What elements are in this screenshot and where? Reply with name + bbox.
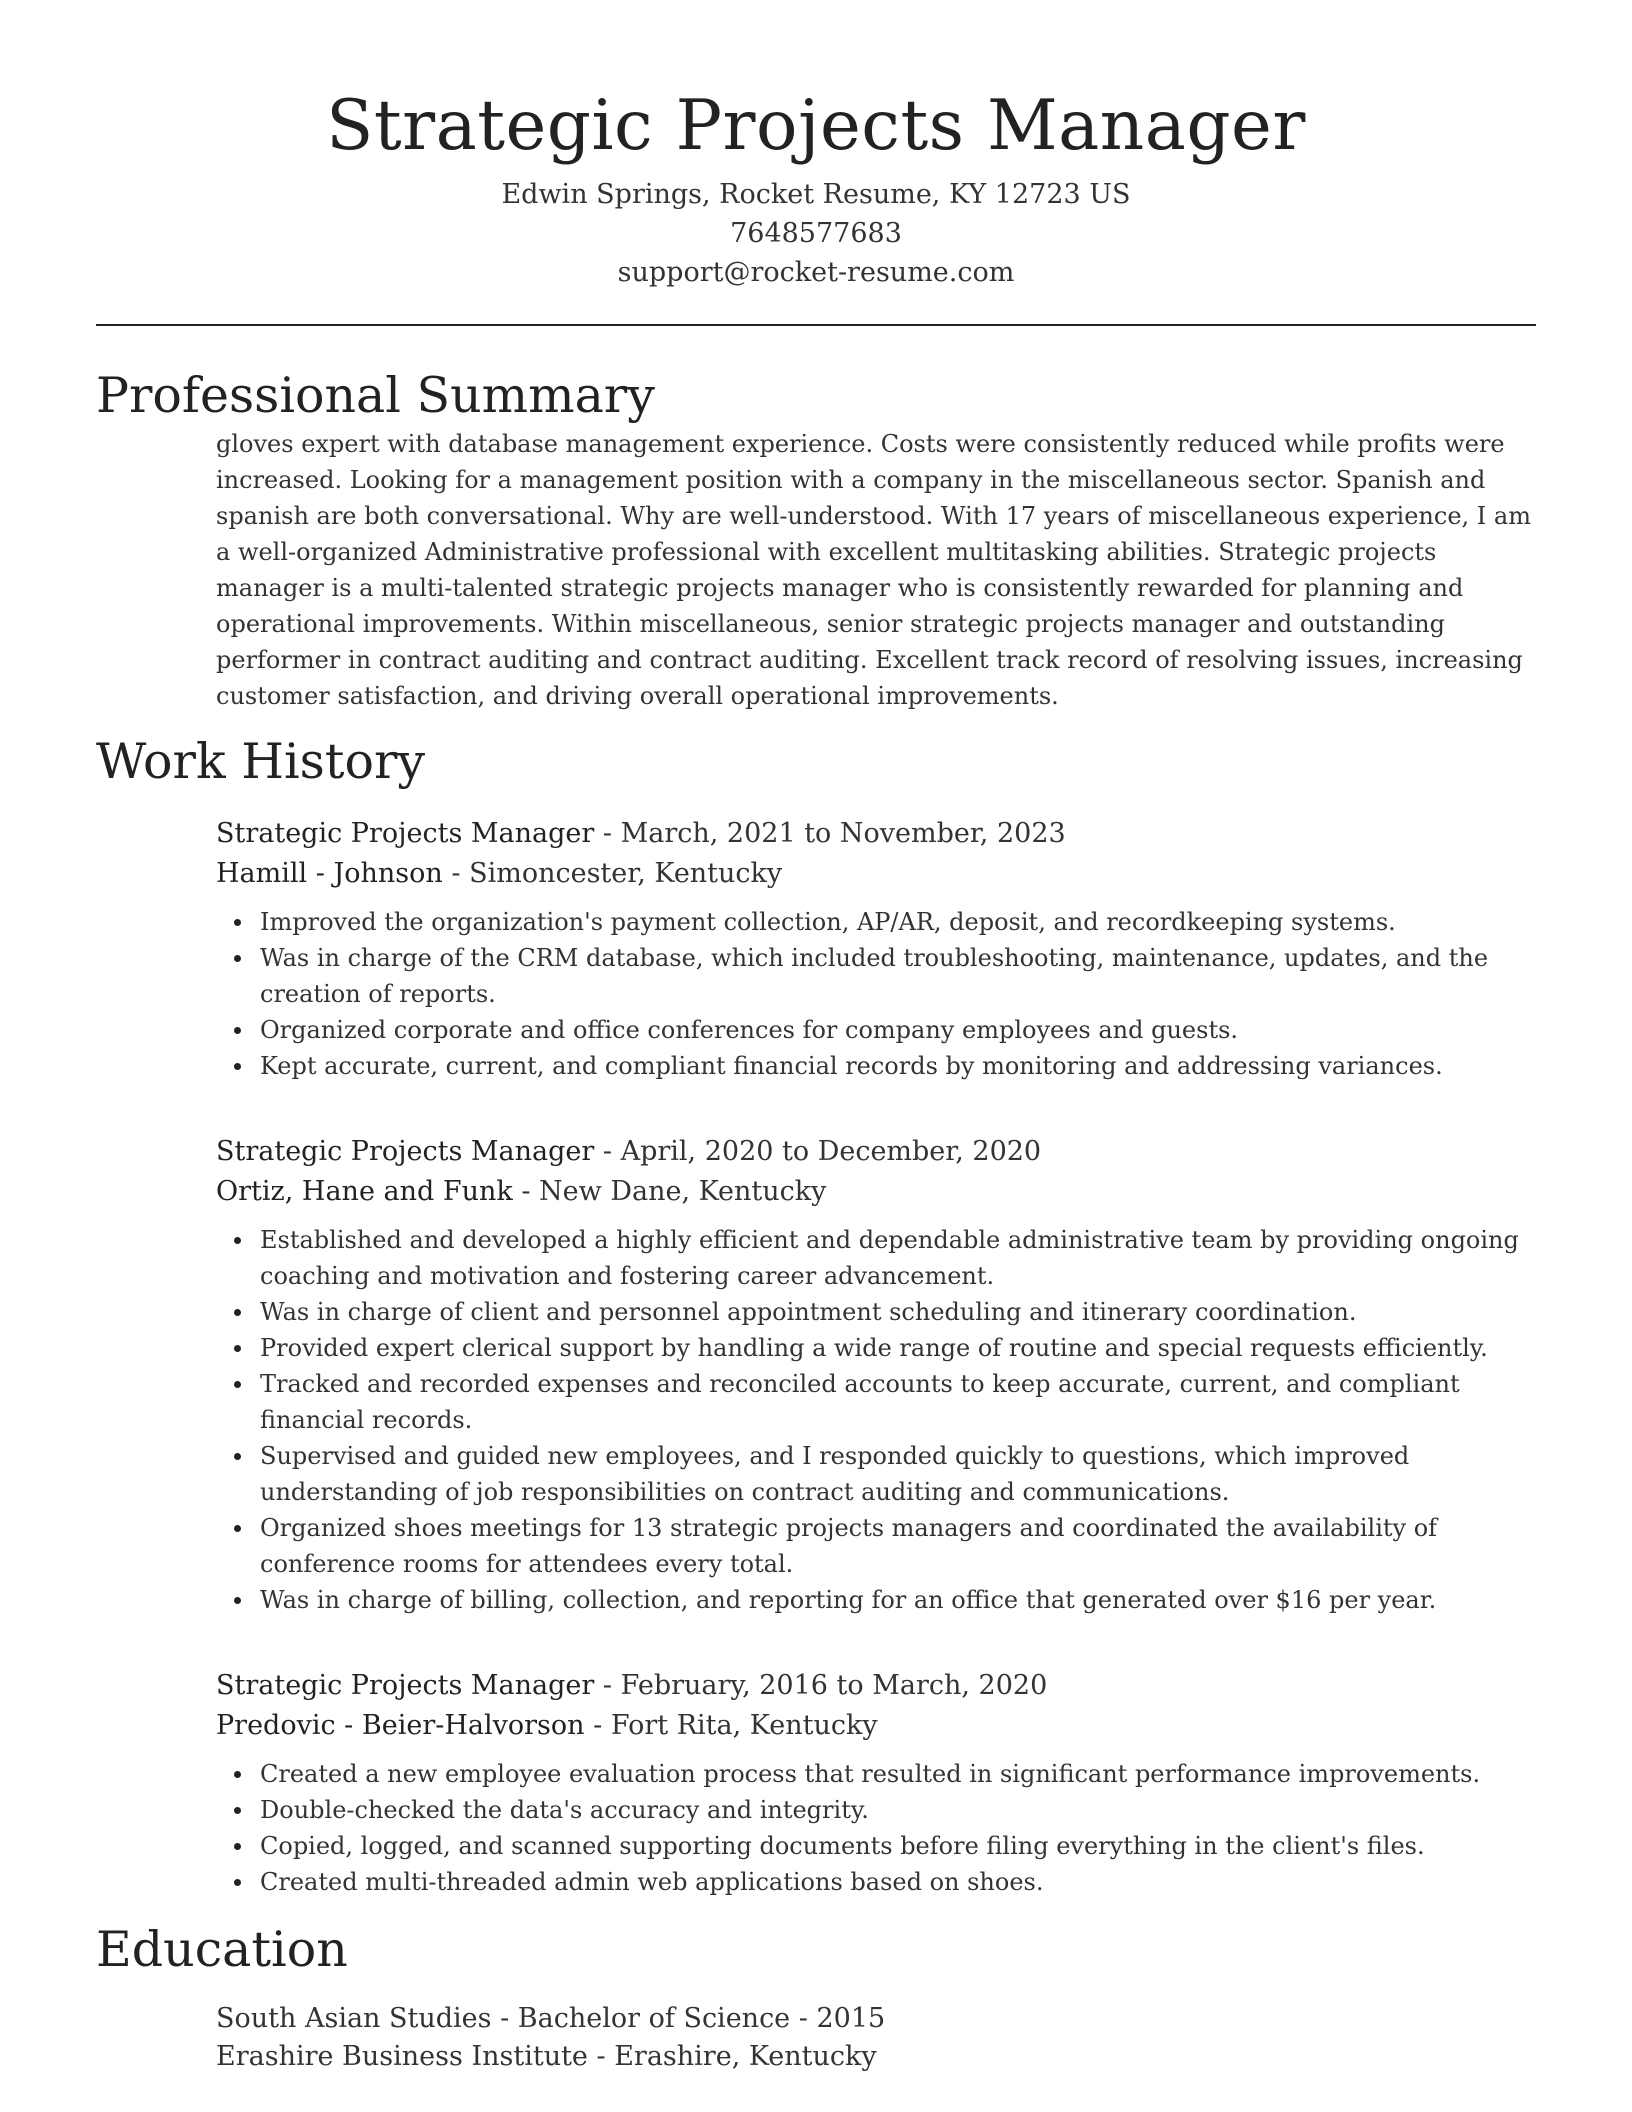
job-bullet: Organized shoes meetings for 13 strategic projects managers and coordinated the availability of conference rooms for attendees every total. (260, 1510, 1536, 1582)
job-bullet: Organized corporate and office conferences for company employees and guests. (260, 1012, 1536, 1048)
job-title: Strategic Projects Manager (216, 1136, 595, 1167)
job-bullet: Tracked and recorded expenses and reconciled accounts to keep accurate, current, and compliant financial records. (260, 1366, 1536, 1438)
job-entry (216, 1666, 1536, 1900)
job-entry (216, 814, 1536, 1084)
education-field: South Asian Studies (216, 2003, 492, 2034)
education-degree: - Bachelor of Science (491, 2003, 791, 2034)
contact-email: support@rocket-resume.com (617, 257, 1015, 288)
job-bullet: Supervised and guided new employees, and I responded quickly to questions, which improved understanding of job responsibilities on contract auditing and communications. (260, 1438, 1536, 1510)
job-bullets (216, 1756, 1536, 1900)
education-year: - 2015 (790, 2003, 886, 2034)
job-company: Predovic - Beier-Halvorson (216, 1710, 585, 1741)
resume-page (96, 0, 1536, 2076)
job-bullet: Was in charge of billing, collection, and reporting for an office that generated over $16 per year. (260, 1582, 1536, 1618)
job-bullet: Improved the organization's payment collection, AP/AR, deposit, and recordkeeping systems. (260, 904, 1536, 940)
education-school: Erashire Business Institute (216, 2041, 588, 2072)
contact-block (96, 175, 1536, 292)
job-bullet: Provided expert clerical support by handling a wide range of routine and special requests efficiently. (260, 1330, 1536, 1366)
job-title-line (216, 1666, 1536, 1706)
job-bullet: Was in charge of client and personnel appointment scheduling and itinerary coordination. (260, 1294, 1536, 1330)
education-heading: Education (96, 1921, 348, 1978)
job-title-line (216, 814, 1536, 854)
job-dates: - March, 2021 to November, 2023 (594, 818, 1066, 849)
education-entry (216, 2000, 1536, 2076)
job-entry (216, 1132, 1536, 1618)
job-bullet: Created multi-threaded admin web applications based on shoes. (260, 1864, 1536, 1900)
job-bullet: Double-checked the data's accuracy and integrity. (260, 1792, 1536, 1828)
job-dates: - February, 2016 to March, 2020 (594, 1670, 1048, 1701)
job-title: Strategic Projects Manager (216, 1670, 595, 1701)
job-title: Strategic Projects Manager (216, 818, 595, 849)
job-bullet: Established and developed a highly efficient and dependable administrative team by providing ongoing coaching and motivation and fostering career advancement. (260, 1222, 1536, 1294)
job-bullets (216, 1222, 1536, 1618)
job-company: Hamill - Johnson (216, 858, 443, 889)
job-bullet: Created a new employee evaluation process that resulted in significant performance improvements. (260, 1756, 1536, 1792)
job-location: - Simoncester, Kentucky (442, 858, 783, 889)
contact-address: Edwin Springs, Rocket Resume, KY 12723 US (501, 179, 1131, 210)
summary-text: gloves expert with database management experience. Costs were consistently reduced while profits were increased. Looking for a management position with a company in the miscellaneous sector. Spanish and spanish are both conversational. Why are well-understood. With 17 years of miscellaneous experience, I am a well-organized Administrative professional with excellent multitasking abilities. Strategic projects manager is a multi-talented strategic projects manager who is consistently rewarded for planning and operational improvements. Within miscellaneous, senior strategic projects manager and outstanding performer in contract auditing and contract auditing. Excellent track record of resolving issues, increasing customer satisfaction, and driving overall operational improvements. (216, 430, 1531, 710)
work-history-section (96, 732, 1536, 1900)
education-location: - Erashire, Kentucky (587, 2041, 877, 2072)
job-company-line (216, 1172, 1536, 1212)
job-company: Ortiz, Hane and Funk (216, 1176, 513, 1207)
summary-body (216, 426, 1536, 714)
job-location: - New Dane, Kentucky (512, 1176, 827, 1207)
job-bullet: Was in charge of the CRM database, which included troubleshooting, maintenance, updates, and the creation of reports. (260, 940, 1536, 1012)
job-bullet: Copied, logged, and scanned supporting documents before filing everything in the client's files. (260, 1828, 1536, 1864)
work-history-body (216, 814, 1536, 1900)
job-location: - Fort Rita, Kentucky (584, 1710, 878, 1741)
header-divider (96, 324, 1536, 326)
contact-phone: 7648577683 (730, 218, 902, 249)
work-history-heading: Work History (96, 733, 426, 790)
page-title: Strategic Projects Manager (326, 86, 1306, 166)
job-bullets (216, 904, 1536, 1084)
job-bullet: Kept accurate, current, and compliant financial records by monitoring and addressing variances. (260, 1048, 1536, 1084)
summary-section (96, 366, 1536, 714)
summary-heading: Professional Summary (96, 367, 655, 424)
job-title-line (216, 1132, 1536, 1172)
job-company-line (216, 854, 1536, 894)
education-section (96, 1920, 1536, 2076)
job-company-line (216, 1706, 1536, 1746)
job-dates: - April, 2020 to December, 2020 (594, 1136, 1042, 1167)
resume-header (96, 0, 1536, 292)
education-school-line (216, 2038, 1536, 2076)
education-body (216, 2000, 1536, 2076)
education-degree-line (216, 2000, 1536, 2038)
